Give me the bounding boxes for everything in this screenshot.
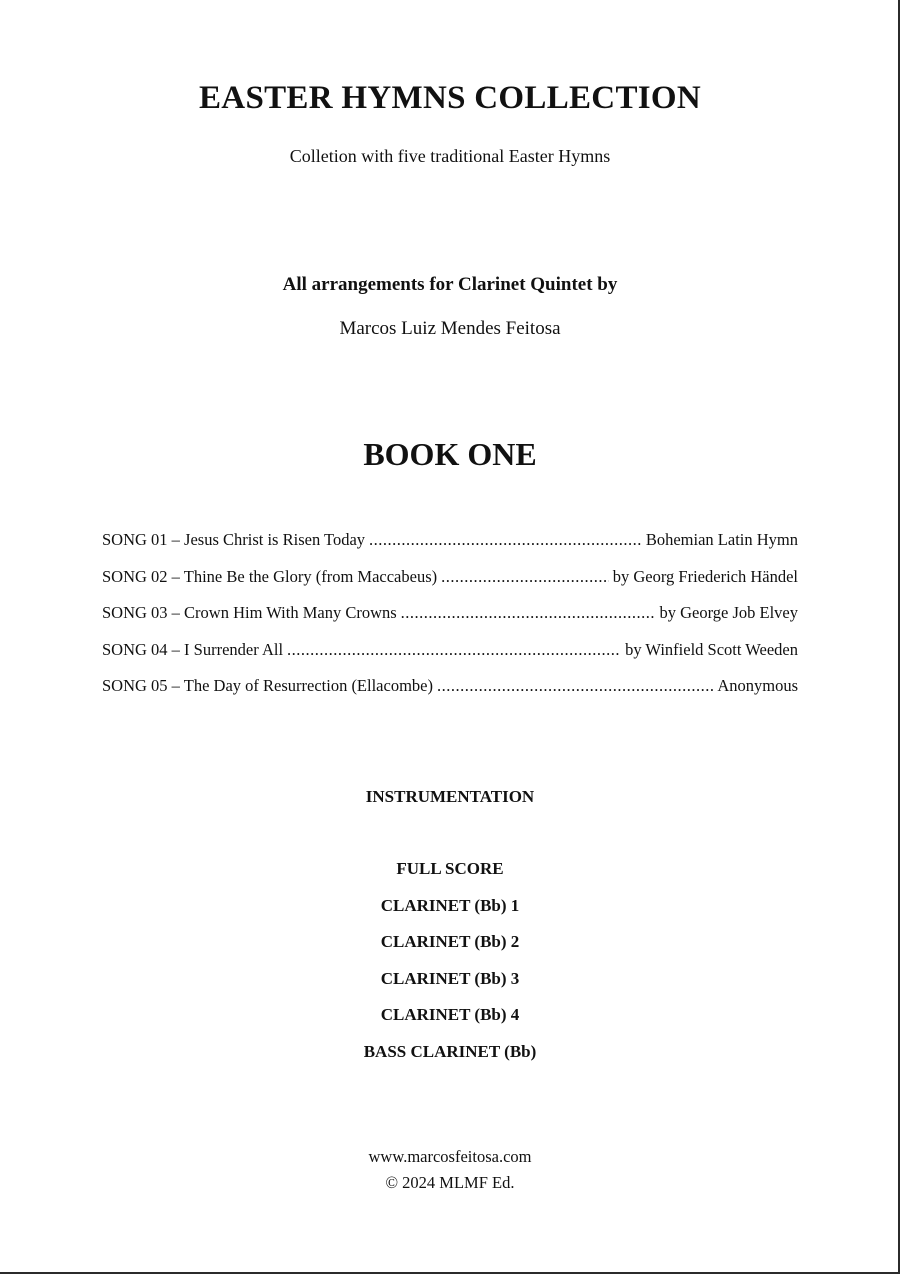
instrument-parts-list: [0, 859, 900, 1079]
arrangement-heading: All arrangements for Clarinet Quintet by: [282, 274, 618, 295]
song-entry: [102, 676, 798, 713]
dot-leader: [437, 676, 713, 696]
song-entry: [102, 603, 798, 640]
song-entry: [102, 567, 798, 604]
dot-leader: [369, 530, 642, 550]
song-credit: by George Job Elvey: [659, 603, 798, 622]
instrument-part: FULL SCORE: [396, 859, 504, 878]
instrument-part: CLARINET (Bb) 1: [380, 895, 520, 915]
song-credit: Bohemian Latin Hymn: [645, 530, 798, 549]
copyright-notice: © 2024 MLMF Ed.: [385, 1173, 515, 1192]
song-credit: by Georg Friederich Händel: [612, 566, 798, 586]
song-title: SONG 02 – Thine Be the Glory (from Maccabeus): [102, 566, 438, 586]
song-title: SONG 04 – I Surrender All: [102, 639, 284, 659]
dot-leader: [287, 640, 621, 660]
collection-title: EASTER HYMNS COLLECTION: [199, 80, 701, 116]
instrument-part: BASS CLARINET (Bb): [363, 1041, 537, 1061]
song-title: SONG 03 – Crown Him With Many Crowns: [102, 603, 397, 622]
dot-leader: [441, 567, 609, 587]
song-title: SONG 05 – The Day of Resurrection (Ellacombe): [102, 676, 433, 695]
arranger-name: Marcos Luiz Mendes Feitosa: [339, 318, 561, 339]
publisher-website: www.marcosfeitosa.com: [368, 1147, 532, 1166]
instrument-part: CLARINET (Bb) 2: [380, 932, 520, 952]
instrument-part: CLARINET (Bb) 4: [380, 1005, 520, 1025]
dot-leader: [401, 603, 656, 623]
song-credit: Anonymous: [717, 676, 798, 695]
song-title: SONG 01 – Jesus Christ is Risen Today: [102, 530, 366, 549]
book-title: BOOK ONE: [363, 436, 537, 472]
song-entry: [102, 530, 798, 567]
instrument-part: CLARINET (Bb) 3: [380, 968, 520, 988]
collection-subtitle: Colletion with five traditional Easter Hymns: [289, 146, 611, 166]
instrumentation-heading: INSTRUMENTATION: [365, 787, 535, 806]
song-credit: by Winfield Scott Weeden: [625, 639, 798, 659]
song-entry: [102, 640, 798, 677]
song-list: [102, 530, 798, 713]
